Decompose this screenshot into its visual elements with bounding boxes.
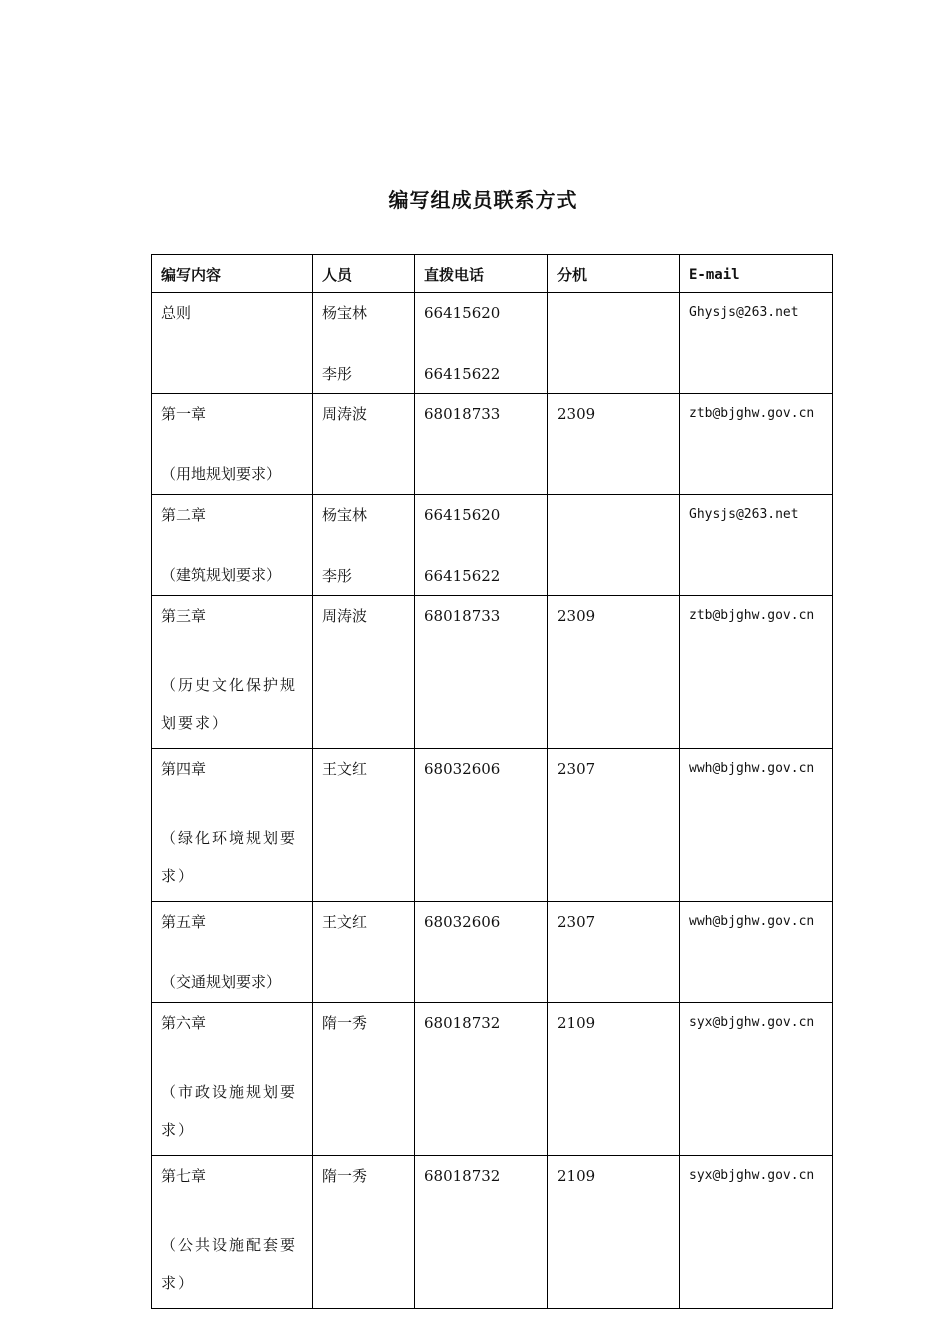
cell-phone: [415, 1156, 548, 1309]
header-email: E-mail: [680, 255, 833, 293]
phone-number: 66415622: [424, 365, 501, 383]
cell-person: [313, 902, 415, 1003]
content-subtitle: （建筑规划要求）: [161, 566, 282, 584]
cell-content: [152, 902, 313, 1003]
cell-email: wwh@bjghw.gov.cn: [680, 902, 833, 1003]
cell-phone: [415, 1003, 548, 1156]
cell-person: [313, 596, 415, 749]
cell-extension: 2307: [548, 902, 680, 1003]
content-title: 第五章: [161, 913, 207, 931]
cell-person: [313, 1003, 415, 1156]
table-row: [152, 394, 833, 495]
cell-email: syx@bjghw.gov.cn: [680, 1003, 833, 1156]
person-name: 王文红: [322, 760, 368, 778]
cell-person: [313, 749, 415, 902]
header-extension: 分机: [548, 255, 680, 293]
cell-extension: 2309: [548, 596, 680, 749]
header-content: 编写内容: [152, 255, 313, 293]
content-title: 第二章: [161, 506, 207, 524]
cell-email: syx@bjghw.gov.cn: [680, 1156, 833, 1309]
contact-table: [151, 254, 833, 1309]
table-row: [152, 749, 833, 902]
cell-email: ztb@bjghw.gov.cn: [680, 394, 833, 495]
table-row: [152, 495, 833, 596]
cell-phone: [415, 596, 548, 749]
cell-content: [152, 1003, 313, 1156]
phone-number: 68032606: [424, 760, 501, 778]
cell-phone: [415, 495, 548, 596]
table-row: [152, 902, 833, 1003]
cell-content: [152, 749, 313, 902]
phone-number: 66415622: [424, 567, 501, 585]
person-name: 杨宝林: [322, 304, 368, 322]
content-title: 第七章: [161, 1167, 207, 1185]
content-subtitle: （用地规划要求）: [161, 465, 282, 483]
content-title: 总则: [161, 304, 192, 322]
cell-content: [152, 394, 313, 495]
page-title: 编写组成员联系方式: [388, 188, 578, 212]
cell-extension: 2109: [548, 1156, 680, 1309]
cell-extension: 2309: [548, 394, 680, 495]
cell-person: [313, 394, 415, 495]
cell-extension: 2109: [548, 1003, 680, 1156]
table-row: [152, 293, 833, 394]
cell-extension: [548, 495, 680, 596]
phone-number: 68018732: [424, 1167, 501, 1185]
phone-number: 66415620: [424, 506, 501, 524]
cell-content: [152, 1156, 313, 1309]
phone-number: 68032606: [424, 913, 501, 931]
cell-content: [152, 596, 313, 749]
content-subtitle: （绿化环境规划要求）: [161, 829, 298, 885]
cell-extension: [548, 293, 680, 394]
content-subtitle: （市政设施规划要求）: [161, 1083, 298, 1139]
cell-person: [313, 1156, 415, 1309]
cell-person: [313, 293, 415, 394]
content-subtitle: （历史文化保护规划要求）: [161, 676, 298, 732]
table-header-row: [152, 255, 833, 293]
table-row: [152, 1003, 833, 1156]
content-subtitle: （公共设施配套要求）: [161, 1236, 298, 1292]
phone-number: 68018733: [424, 607, 501, 625]
table-row: [152, 596, 833, 749]
phone-number: 68018732: [424, 1014, 501, 1032]
content-title: 第一章: [161, 405, 207, 423]
content-subtitle: （交通规划要求）: [161, 973, 282, 991]
table-row: [152, 1156, 833, 1309]
cell-content: [152, 293, 313, 394]
content-title: 第六章: [161, 1014, 207, 1032]
cell-email: wwh@bjghw.gov.cn: [680, 749, 833, 902]
content-title: 第四章: [161, 760, 207, 778]
header-phone: 直拨电话: [415, 255, 548, 293]
cell-phone: [415, 293, 548, 394]
person-name: 周涛波: [322, 405, 368, 423]
person-name: 隋一秀: [322, 1014, 368, 1032]
cell-email: ztb@bjghw.gov.cn: [680, 596, 833, 749]
phone-number: 68018733: [424, 405, 501, 423]
cell-person: [313, 495, 415, 596]
person-name: 杨宝林: [322, 506, 368, 524]
person-name: 王文红: [322, 913, 368, 931]
person-name: 李彤: [322, 567, 353, 585]
person-name: 李彤: [322, 365, 353, 383]
cell-phone: [415, 394, 548, 495]
cell-phone: [415, 902, 548, 1003]
header-person: 人员: [313, 255, 415, 293]
person-name: 隋一秀: [322, 1167, 368, 1185]
cell-extension: 2307: [548, 749, 680, 902]
phone-number: 66415620: [424, 304, 501, 322]
cell-email: Ghysjs@263.net: [680, 495, 833, 596]
cell-email: Ghysjs@263.net: [680, 293, 833, 394]
content-title: 第三章: [161, 607, 207, 625]
cell-content: [152, 495, 313, 596]
cell-phone: [415, 749, 548, 902]
person-name: 周涛波: [322, 607, 368, 625]
